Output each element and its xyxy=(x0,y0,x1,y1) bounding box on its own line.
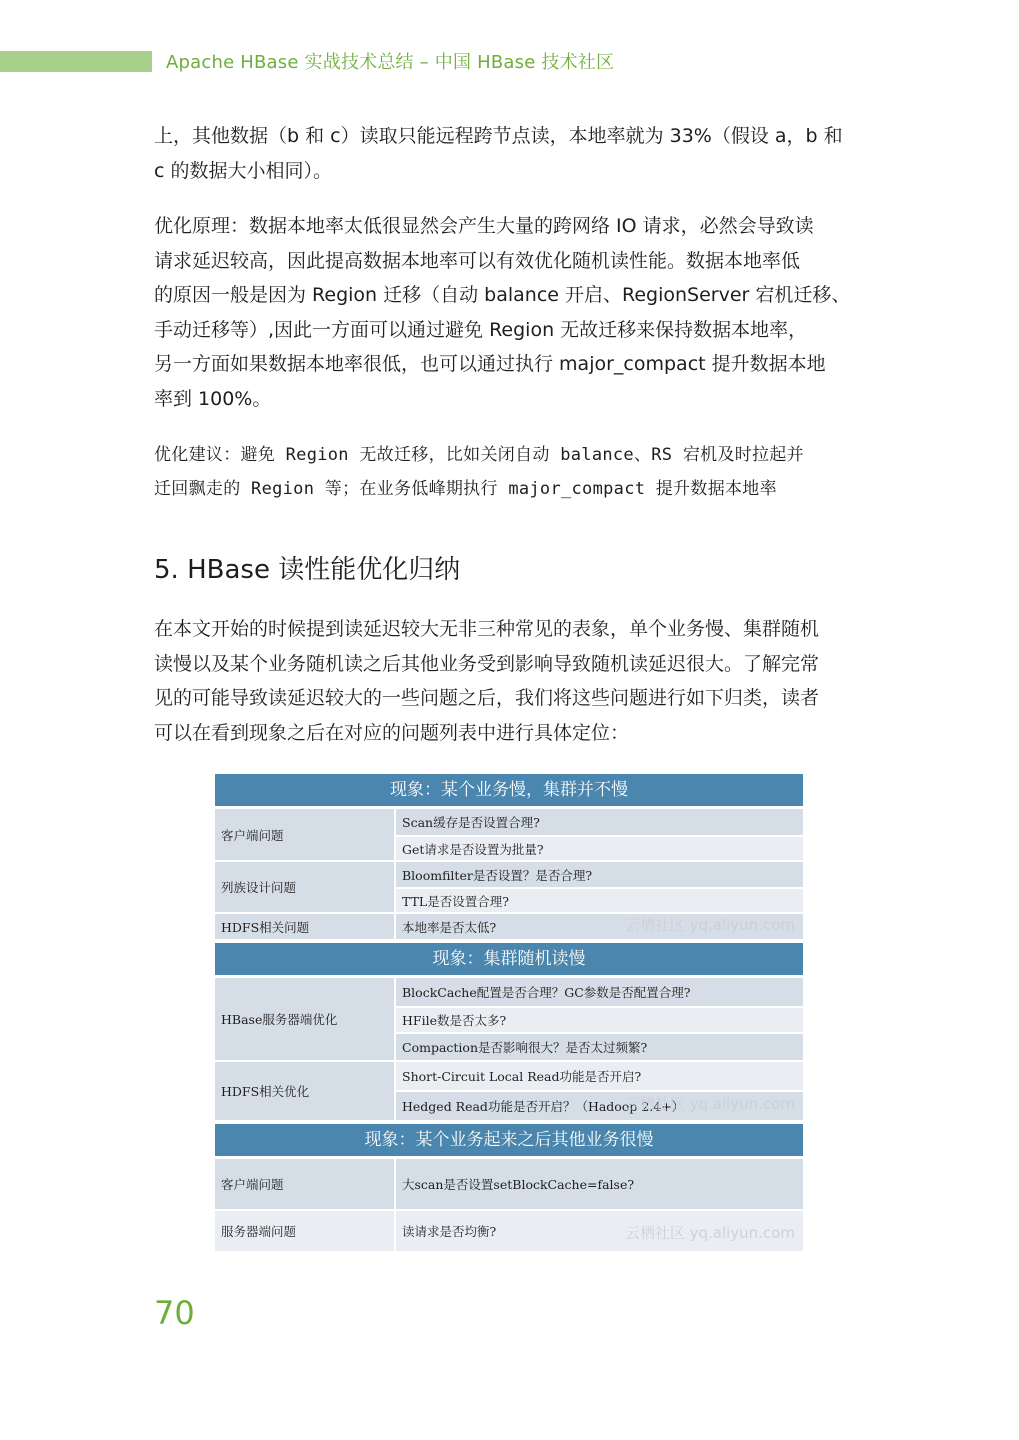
table-group xyxy=(215,809,803,862)
table-item-cell: Bloomfilter是否设置？是否合理? xyxy=(396,862,803,887)
text-line: 请求延迟较高，因此提高数据本地率可以有效优化随机读性能。数据本地率低 xyxy=(154,249,801,272)
text-line: c 的数据大小相同）。 xyxy=(154,159,332,182)
intro-paragraph xyxy=(154,119,866,188)
principle-paragraph xyxy=(154,209,866,416)
header-accent-bar xyxy=(0,51,152,72)
table-item-cell: 大scan是否设置setBlockCache=false? xyxy=(396,1159,803,1209)
table-item-cell: Short-Circuit Local Read功能是否开启? xyxy=(396,1062,803,1090)
table-title: 现象：某个业务起来之后其他业务很慢 xyxy=(215,1124,803,1159)
table-single-business-slow xyxy=(215,774,803,939)
text-line: 的原因一般是因为 Region 迁移（自动 balance 开启、RegionServer 宕机迁移、 xyxy=(154,284,851,306)
table-category-cell: HBase服务器端优化 xyxy=(215,978,396,1060)
table-title: 现象：某个业务慢，集群并不慢 xyxy=(215,774,803,809)
header-title: Apache HBase 实战技术总结 – 中国 HBase 技术社区 xyxy=(166,52,615,73)
section-title: 5. HBase 读性能优化归纳 xyxy=(154,555,461,585)
table-item-cell: BlockCache配置是否合理？GC参数是否配置合理? xyxy=(396,978,803,1006)
page-number: 70 xyxy=(154,1294,195,1332)
text-line: 迁回飘走的 Region 等；在业务低峰期执行 major_compact 提升数据本地率 xyxy=(154,479,777,499)
table-category-cell: 客户端问题 xyxy=(215,1159,396,1209)
advice-paragraph xyxy=(154,438,866,506)
table-category-cell: 客户端问题 xyxy=(215,809,396,860)
table-item-cell: TTL是否设置合理? xyxy=(396,887,803,912)
table-category-cell: 服务器端问题 xyxy=(215,1211,396,1251)
watermark: 云栖社区 yq.aliyun.com xyxy=(624,1224,795,1242)
table-category-cell: HDFS相关优化 xyxy=(215,1062,396,1120)
table-item-cell: Hedged Read功能是否开启？（Hadoop 2.4+） xyxy=(396,1090,803,1120)
watermark: 云栖社区 yq.aliyun.com xyxy=(624,1095,795,1113)
table-category-cell: 列族设计问题 xyxy=(215,862,396,912)
table-item-cell: Compaction是否影响很大？是否太过频繁? xyxy=(396,1032,803,1060)
table-item-cell: HFile数是否太多? xyxy=(396,1006,803,1032)
table-item-cell: Scan缓存是否设置合理? xyxy=(396,809,803,835)
text-line: 可以在看到现象之后在对应的问题列表中进行具体定位： xyxy=(154,721,630,744)
table-group xyxy=(215,914,803,939)
table-cluster-random-read-slow xyxy=(215,943,803,1120)
table-item-cell: 读请求是否均衡? xyxy=(396,1211,803,1251)
text-line: 上，其他数据（b 和 c）读取只能远程跨节点读，本地率就为 33%（假设 a，b 和 xyxy=(154,125,843,147)
table-group xyxy=(215,1062,803,1120)
table-group xyxy=(215,862,803,914)
read-performance-summary-tables xyxy=(215,774,803,1255)
table-title: 现象：集群随机读慢 xyxy=(215,943,803,978)
text-line: 读慢以及某个业务随机读之后其他业务受到影响导致随机读延迟很大。了解完常 xyxy=(154,652,820,675)
text-line: 另一方面如果数据本地率很低，也可以通过执行 major_compact 提升数据本地 xyxy=(154,353,826,375)
summary-paragraph xyxy=(154,612,866,750)
table-category-cell: HDFS相关问题 xyxy=(215,914,396,939)
text-line: 在本文开始的时候提到读延迟较大无非三种常见的表象，单个业务慢、集群随机 xyxy=(154,618,820,640)
text-line: 优化建议：避免 Region 无故迁移，比如关闭自动 balance、RS 宕机及时拉起并 xyxy=(154,445,804,465)
text-line: 率到 100%。 xyxy=(154,387,272,410)
table-group xyxy=(215,1159,803,1211)
text-line: 手动迁移等）,因此一方面可以通过避免 Region 无故迁移来保持数据本地率， xyxy=(154,318,808,341)
text-line: 优化原理：数据本地率太低很显然会产生大量的跨网络 IO 请求，必然会导致读 xyxy=(154,215,814,237)
table-group xyxy=(215,978,803,1062)
table-item-cell: Get请求是否设置为批量? xyxy=(396,835,803,860)
table-group xyxy=(215,1211,803,1251)
text-line: 见的可能导致读延迟较大的一些问题之后，我们将这些问题进行如下归类，读者 xyxy=(154,687,820,709)
table-business-affects-others xyxy=(215,1124,803,1251)
watermark: 云栖社区 yq.aliyun.com xyxy=(624,916,795,934)
table-item-cell: 本地率是否太低? xyxy=(396,914,803,939)
